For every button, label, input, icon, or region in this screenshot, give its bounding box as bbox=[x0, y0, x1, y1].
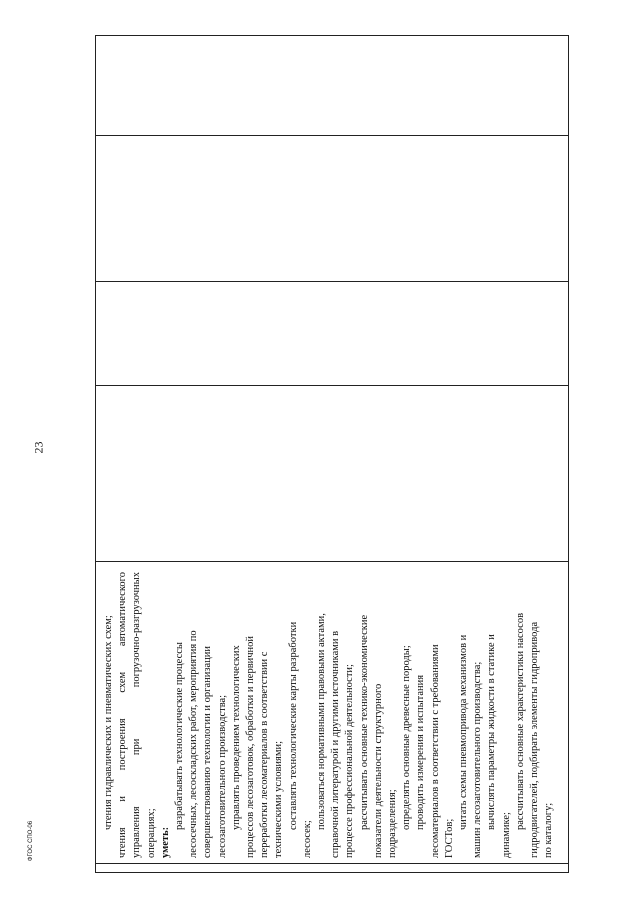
text-line: вычислять параметры жидкости в статике и bbox=[486, 634, 498, 830]
text-line: уметь: bbox=[159, 826, 171, 858]
text-line: определять основные древесные породы; bbox=[401, 645, 413, 830]
text-line: машин лесозаготовительного производства; bbox=[472, 661, 484, 858]
page-number: 23 bbox=[31, 441, 46, 454]
text-line: справочной литературой и другими источниками в bbox=[330, 630, 342, 858]
text-line: управлять проведением технологических bbox=[230, 645, 242, 830]
text-line: проводить измерения и испытания bbox=[415, 674, 427, 830]
text-line: показатели деятельности структурного bbox=[372, 683, 384, 858]
text-line: техническими условиями; bbox=[273, 740, 285, 858]
text-line: рассчитывать основные характеристики насосов bbox=[514, 612, 526, 830]
text-line: разрабатывать технологические процессы bbox=[174, 642, 186, 830]
table-cell-requirements bbox=[102, 572, 557, 858]
table-column-divider bbox=[96, 863, 568, 864]
footer-text: ФГОС СПО-06 bbox=[28, 820, 35, 862]
text-line: совершенствованию технологии и организации bbox=[202, 645, 214, 858]
text-line: чтения и построения схем автоматического bbox=[117, 572, 129, 858]
text-line: переработки лесоматериалов в соответствии с bbox=[259, 651, 271, 858]
table-column-divider bbox=[96, 561, 568, 562]
text-line: рассчитывать основные технико-экономические bbox=[358, 614, 370, 830]
text-line: процессе профессиональной деятельности; bbox=[344, 664, 356, 858]
text-line: процессов лесозаготовок, обработки и первичной bbox=[245, 635, 257, 858]
text-line: лесосечных, лесоскладских работ, мероприятия по bbox=[188, 630, 200, 858]
text-line: по каталогу; bbox=[543, 802, 555, 858]
text-line: читать схемы пневмопривода механизмов и bbox=[458, 634, 470, 830]
table-column-divider bbox=[96, 385, 568, 386]
table-column-divider bbox=[96, 281, 568, 282]
table-column-divider bbox=[96, 135, 568, 136]
text-line: составлять технологические карты разработки bbox=[287, 621, 299, 830]
competency-table bbox=[95, 35, 569, 873]
text-line: пользоваться нормативными правовыми актами, bbox=[316, 613, 328, 830]
text-line: лесозаготовительного производства; bbox=[216, 694, 228, 858]
rotated-page bbox=[95, 35, 569, 873]
text-line: подразделения; bbox=[387, 789, 399, 858]
text-line: гидродвигателей, подбирать элементы гидропривода bbox=[529, 621, 541, 858]
text-line: ГОСТов; bbox=[443, 818, 455, 858]
text-line: лесосек; bbox=[301, 820, 313, 858]
text-line: лесоматериалов в соответствии с требованиями bbox=[429, 644, 441, 858]
text-line: операциях; bbox=[145, 808, 157, 858]
text-line: чтения гидравлических и пневматических схем; bbox=[103, 615, 114, 830]
text-line: управления при погрузочно-разгрузочных bbox=[131, 572, 143, 858]
text-line: динамике; bbox=[500, 812, 512, 858]
